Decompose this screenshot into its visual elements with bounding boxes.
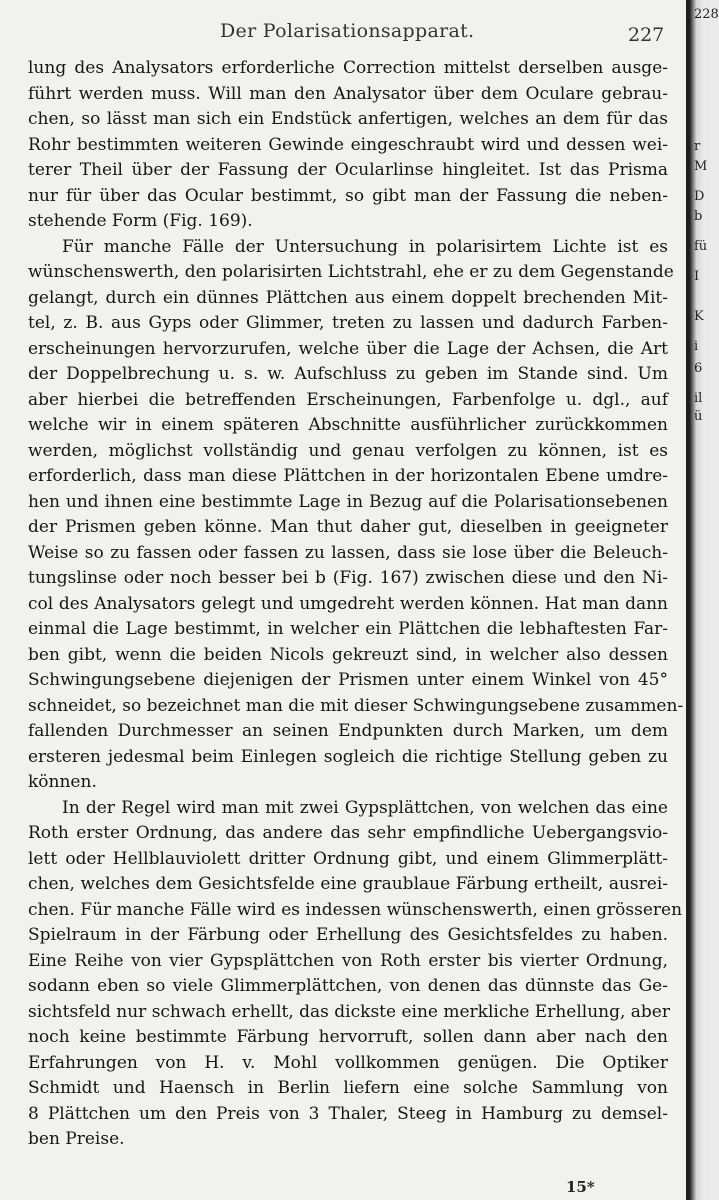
text-line: tel, z. B. aus Gyps oder Glimmer, treten zu lassen und dadurch Farben- bbox=[28, 313, 668, 333]
running-title: Der Polarisationsapparat. bbox=[220, 20, 475, 42]
body-text bbox=[28, 56, 684, 1153]
text-line: Für manche Fälle der Untersuchung in polarisirtem Lichte ist es bbox=[62, 236, 668, 257]
text-line: können. bbox=[28, 772, 97, 792]
text-line: ben gibt, wenn die beiden Nicols gekreuzt sind, in welcher also dessen bbox=[28, 644, 668, 665]
text-line: Rohr bestimmten weiteren Gewinde eingeschraubt wird und dessen wei- bbox=[28, 134, 668, 155]
facing-page-fragment: i bbox=[694, 339, 699, 354]
paragraph bbox=[28, 56, 668, 235]
text-line: Erfahrungen von H. v. Mohl vollkommen genügen. Die Optiker bbox=[28, 1052, 668, 1073]
text-line: Schwingungsebene diejenigen der Prismen unter einem Winkel von 45° bbox=[28, 670, 668, 690]
text-line: der Prismen geben könne. Man thut daher gut, dieselben in geeigneter bbox=[28, 517, 668, 537]
text-line: Spielraum in der Färbung oder Erhellung des Gesichtsfeldes zu haben. bbox=[28, 925, 668, 945]
text-line: chen, welches dem Gesichtsfelde eine graublaue Färbung ertheilt, ausrei- bbox=[28, 874, 668, 894]
facing-page-fragment: fü bbox=[694, 239, 708, 254]
signature-mark: 15* bbox=[566, 1178, 595, 1196]
facing-page-fragment: D bbox=[694, 189, 705, 204]
text-line: lett oder Hellblauviolett dritter Ordnung gibt, und einem Glimmerplätt- bbox=[28, 848, 668, 869]
text-line: tungslinse oder noch besser bei b (Fig. 167) zwischen diese und den Ni- bbox=[28, 568, 668, 588]
facing-page-fragment: K bbox=[694, 309, 704, 324]
text-line: wünschenswerth, den polarisirten Lichtstrahl, ehe er zu dem Gegenstande bbox=[28, 262, 674, 282]
text-line: chen, so lässt man sich ein Endstück anfertigen, welches an dem für das bbox=[28, 109, 668, 129]
text-line: terer Theil über der Fassung der Ocularlinse hingleitet. Ist das Prisma bbox=[28, 160, 668, 180]
text-line: Weise so zu fassen oder fassen zu lassen, dass sie lose über die Beleuch- bbox=[28, 542, 668, 563]
facing-page-fragment: r bbox=[694, 139, 701, 154]
paragraph bbox=[28, 796, 683, 1153]
text-line: der Doppelbrechung u. s. w. Aufschluss zu geben im Stande sind. Um bbox=[28, 364, 668, 384]
text-line: einmal die Lage bestimmt, in welcher ein Plättchen die lebhaftesten Far- bbox=[28, 619, 668, 639]
text-line: erscheinungen hervorzurufen, welche über die Lage der Achsen, die Art bbox=[28, 338, 668, 359]
text-line: schneidet, so bezeichnet man die mit dieser Schwingungsebene zusammen- bbox=[28, 695, 684, 716]
text-line: werden, möglichst vollständig und genau verfolgen zu können, ist es bbox=[28, 440, 668, 461]
facing-page-fragment: M bbox=[694, 159, 708, 174]
text-line: sodann eben so viele Glimmerplättchen, von denen das dünnste das Ge- bbox=[28, 976, 668, 996]
facing-page-fragment: 6 bbox=[694, 361, 703, 376]
text-line: 8 Plättchen um den Preis von 3 Thaler, Steeg in Hamburg zu demsel- bbox=[28, 1103, 668, 1124]
page-number: 227 bbox=[628, 24, 665, 46]
text-line: col des Analysators gelegt und umgedreht werden können. Hat man dann bbox=[28, 593, 668, 614]
text-line: noch keine bestimmte Färbung hervorruft, sollen dann aber nach den bbox=[28, 1027, 668, 1047]
text-line: ersteren jedesmal beim Einlegen sogleich die richtige Stellung geben zu bbox=[28, 746, 668, 767]
text-line: erforderlich, dass man diese Plättchen in der horizontalen Ebene umdre- bbox=[28, 466, 668, 486]
text-line: nur für über das Ocular bestimmt, so gibt man der Fassung die neben- bbox=[28, 185, 668, 206]
facing-page-fragment: b bbox=[694, 209, 703, 224]
text-line: ben Preise. bbox=[28, 1129, 125, 1149]
text-line: gelangt, durch ein dünnes Plättchen aus einem doppelt brechenden Mit- bbox=[28, 287, 668, 308]
text-line: fallenden Durchmesser an seinen Endpunkten durch Marken, um dem bbox=[28, 721, 668, 741]
facing-page-fragment: il bbox=[694, 391, 703, 406]
facing-page-fragment: ü bbox=[694, 409, 703, 424]
text-line: In der Regel wird man mit zwei Gypsplättchen, von welchen das eine bbox=[62, 797, 668, 818]
text-line: Schmidt und Haensch in Berlin liefern eine solche Sammlung von bbox=[28, 1078, 668, 1098]
facing-page-fragment: 228 bbox=[694, 7, 719, 22]
text-line: hen und ihnen eine bestimmte Lage in Bezug auf die Polarisationsebenen bbox=[28, 491, 668, 512]
text-line: welche wir in einem späteren Abschnitte ausführlicher zurückkommen bbox=[28, 415, 668, 435]
facing-page-fragment: I bbox=[694, 269, 700, 284]
text-line: führt werden muss. Will man den Analysator über dem Oculare gebrau- bbox=[28, 83, 668, 104]
paragraph bbox=[28, 235, 684, 796]
facing-page-edge bbox=[690, 0, 706, 1200]
text-line: aber hierbei die betreffenden Erscheinungen, Farbenfolge u. dgl., auf bbox=[28, 389, 668, 410]
text-line: Roth erster Ordnung, das andere das sehr empfindliche Uebergangsvio- bbox=[28, 823, 668, 843]
text-line: sichtsfeld nur schwach erhellt, das dickste eine merkliche Erhellung, aber bbox=[28, 1001, 670, 1022]
text-line: Eine Reihe von vier Gypsplättchen von Roth erster bis vierter Ordnung, bbox=[28, 950, 668, 971]
text-line: stehende Form (Fig. 169). bbox=[28, 211, 253, 231]
text-line: chen. Für manche Fälle wird es indessen wünschenswerth, einen grösseren bbox=[28, 899, 683, 920]
text-line: lung des Analysators erforderliche Correction mittelst derselben ausge- bbox=[28, 58, 668, 78]
